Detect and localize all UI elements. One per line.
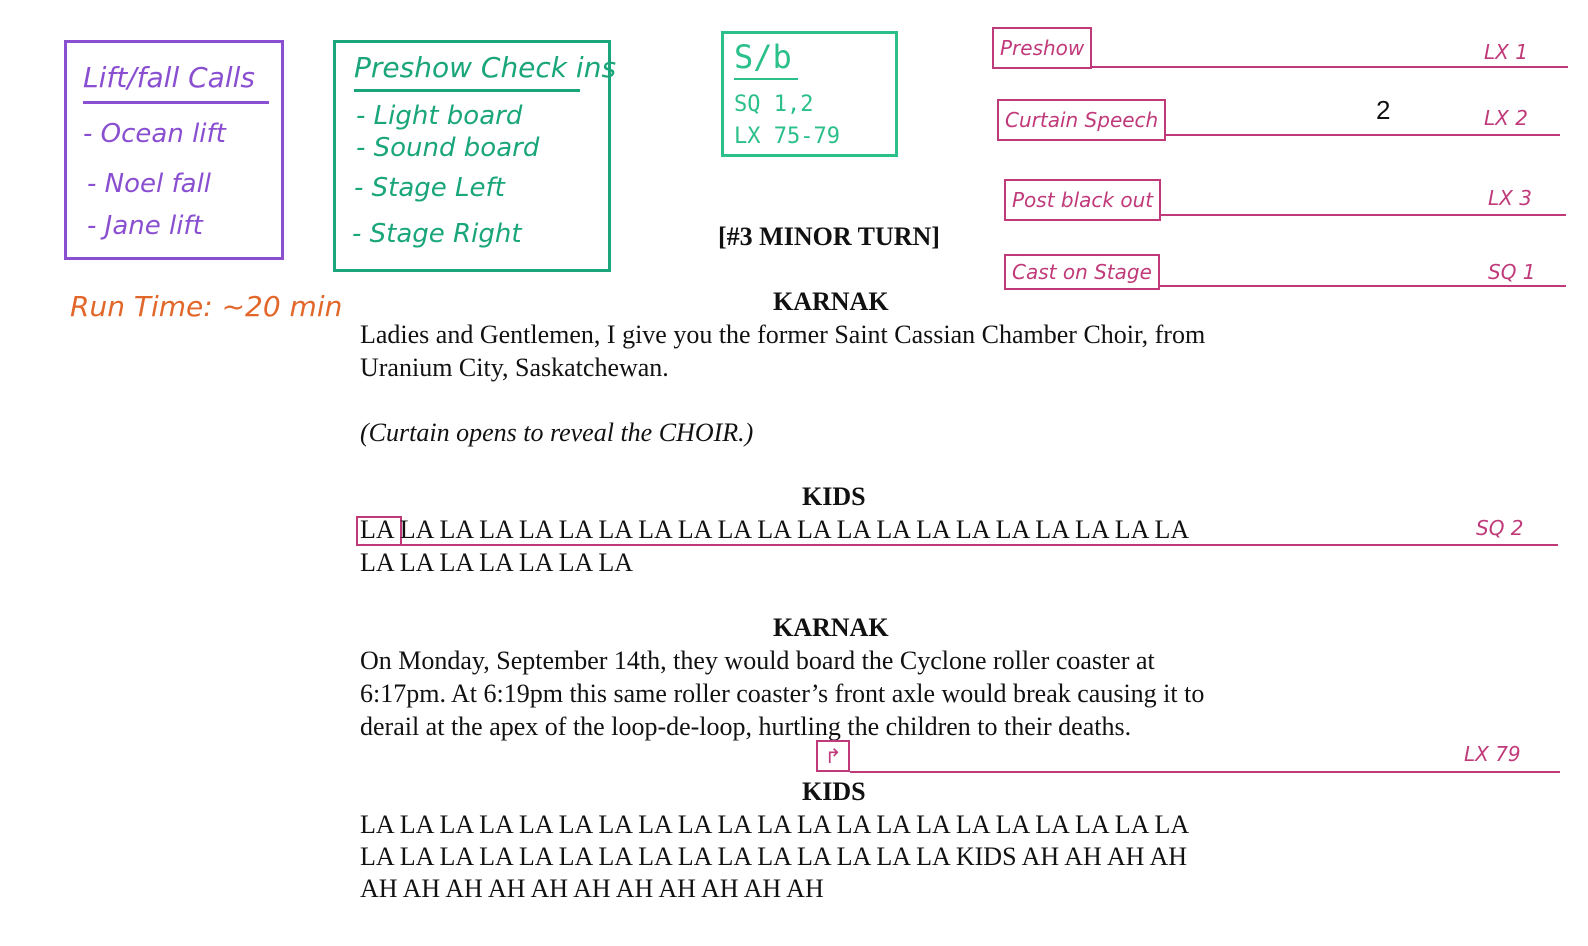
scene-heading: [#3 MINOR TURN] <box>718 222 940 251</box>
standby-line: SQ 1,2 <box>734 92 814 117</box>
dialogue-line: LA LA LA LA LA LA LA LA LA LA LA LA LA LA LA LA LA LA LA LA LA <box>360 810 1190 839</box>
turn-marker-icon: ↱ <box>816 740 850 772</box>
dialogue-line: LA LA LA LA LA LA LA LA LA LA LA LA LA LA LA KIDS AH AH AH AH <box>360 842 1187 871</box>
cue-label-lx2: LX 2 <box>1484 106 1528 130</box>
dialogue-line: AH AH AH AH AH AH AH AH AH AH AH <box>360 874 824 903</box>
lift-fall-calls-title: Lift/fall Calls <box>83 61 255 94</box>
cue-line <box>1080 66 1568 68</box>
preshow-checkin-item: - Light board <box>356 101 523 131</box>
cue-label-lx79: LX 79 <box>1464 742 1521 766</box>
preshow-checkin-item: - Stage Right <box>352 219 522 249</box>
lift-fall-calls-underline <box>83 101 269 104</box>
character-name: KIDS <box>802 482 866 511</box>
stage-direction: (Curtain opens to reveal the CHOIR.) <box>360 418 754 447</box>
cue-label-sq2: SQ 2 <box>1476 516 1524 540</box>
dialogue-line: 6:17pm. At 6:19pm this same roller coaster’s front axle would break causing it to <box>360 679 1205 708</box>
cue-tag-post-blackout: Post black out <box>1004 179 1161 221</box>
cue-line <box>850 771 1560 773</box>
character-name: KIDS <box>802 777 866 806</box>
cue-tag-preshow: Preshow <box>992 27 1092 69</box>
preshow-checkins-title: Preshow Check ins <box>354 51 617 84</box>
preshow-checkins-note <box>333 40 617 272</box>
lift-fall-calls-note <box>64 40 284 260</box>
cue-label-lx1: LX 1 <box>1484 40 1528 64</box>
cue-tag-cast-on-stage: Cast on Stage <box>1004 254 1160 290</box>
preshow-checkin-item: - Sound board <box>356 133 540 163</box>
character-name: KARNAK <box>773 287 889 316</box>
cue-tag-curtain-speech: Curtain Speech <box>997 99 1166 141</box>
lift-fall-item: - Jane lift <box>87 211 203 241</box>
cue-label-sq1: SQ 1 <box>1488 260 1536 284</box>
preshow-checkins-underline <box>354 89 580 92</box>
character-name: KARNAK <box>773 613 889 642</box>
preshow-checkin-item: - Stage Left <box>354 173 505 203</box>
dialogue-line: On Monday, September 14th, they would board the Cyclone roller coaster at <box>360 646 1155 675</box>
dialogue-line: LA LA LA LA LA LA LA LA LA LA LA LA LA LA LA LA LA LA LA LA LA <box>360 515 1190 544</box>
standby-line: LX 75-79 <box>734 124 840 149</box>
dialogue-line: derail at the apex of the loop-de-loop, hurtling the children to their deaths. <box>360 712 1132 741</box>
standby-underline <box>734 78 798 80</box>
lift-fall-item: - Ocean lift <box>83 119 226 149</box>
standby-note <box>721 31 898 157</box>
cue-line <box>1150 134 1560 136</box>
dialogue-line: Ladies and Gentlemen, I give you the former Saint Cassian Chamber Choir, from <box>360 320 1206 349</box>
cue-line <box>1156 214 1566 216</box>
dialogue-line: LA LA LA LA LA LA LA <box>360 548 633 577</box>
stray-number: 2 <box>1376 95 1391 125</box>
standby-title: S/b <box>734 38 792 76</box>
lift-fall-item: - Noel fall <box>87 169 212 199</box>
run-time-note: Run Time: ~20 min <box>70 290 343 323</box>
dialogue-line: Uranium City, Saskatchewan. <box>360 353 669 382</box>
cue-line <box>1140 285 1566 287</box>
cue-label-lx3: LX 3 <box>1488 186 1532 210</box>
cue-line <box>402 544 1558 546</box>
